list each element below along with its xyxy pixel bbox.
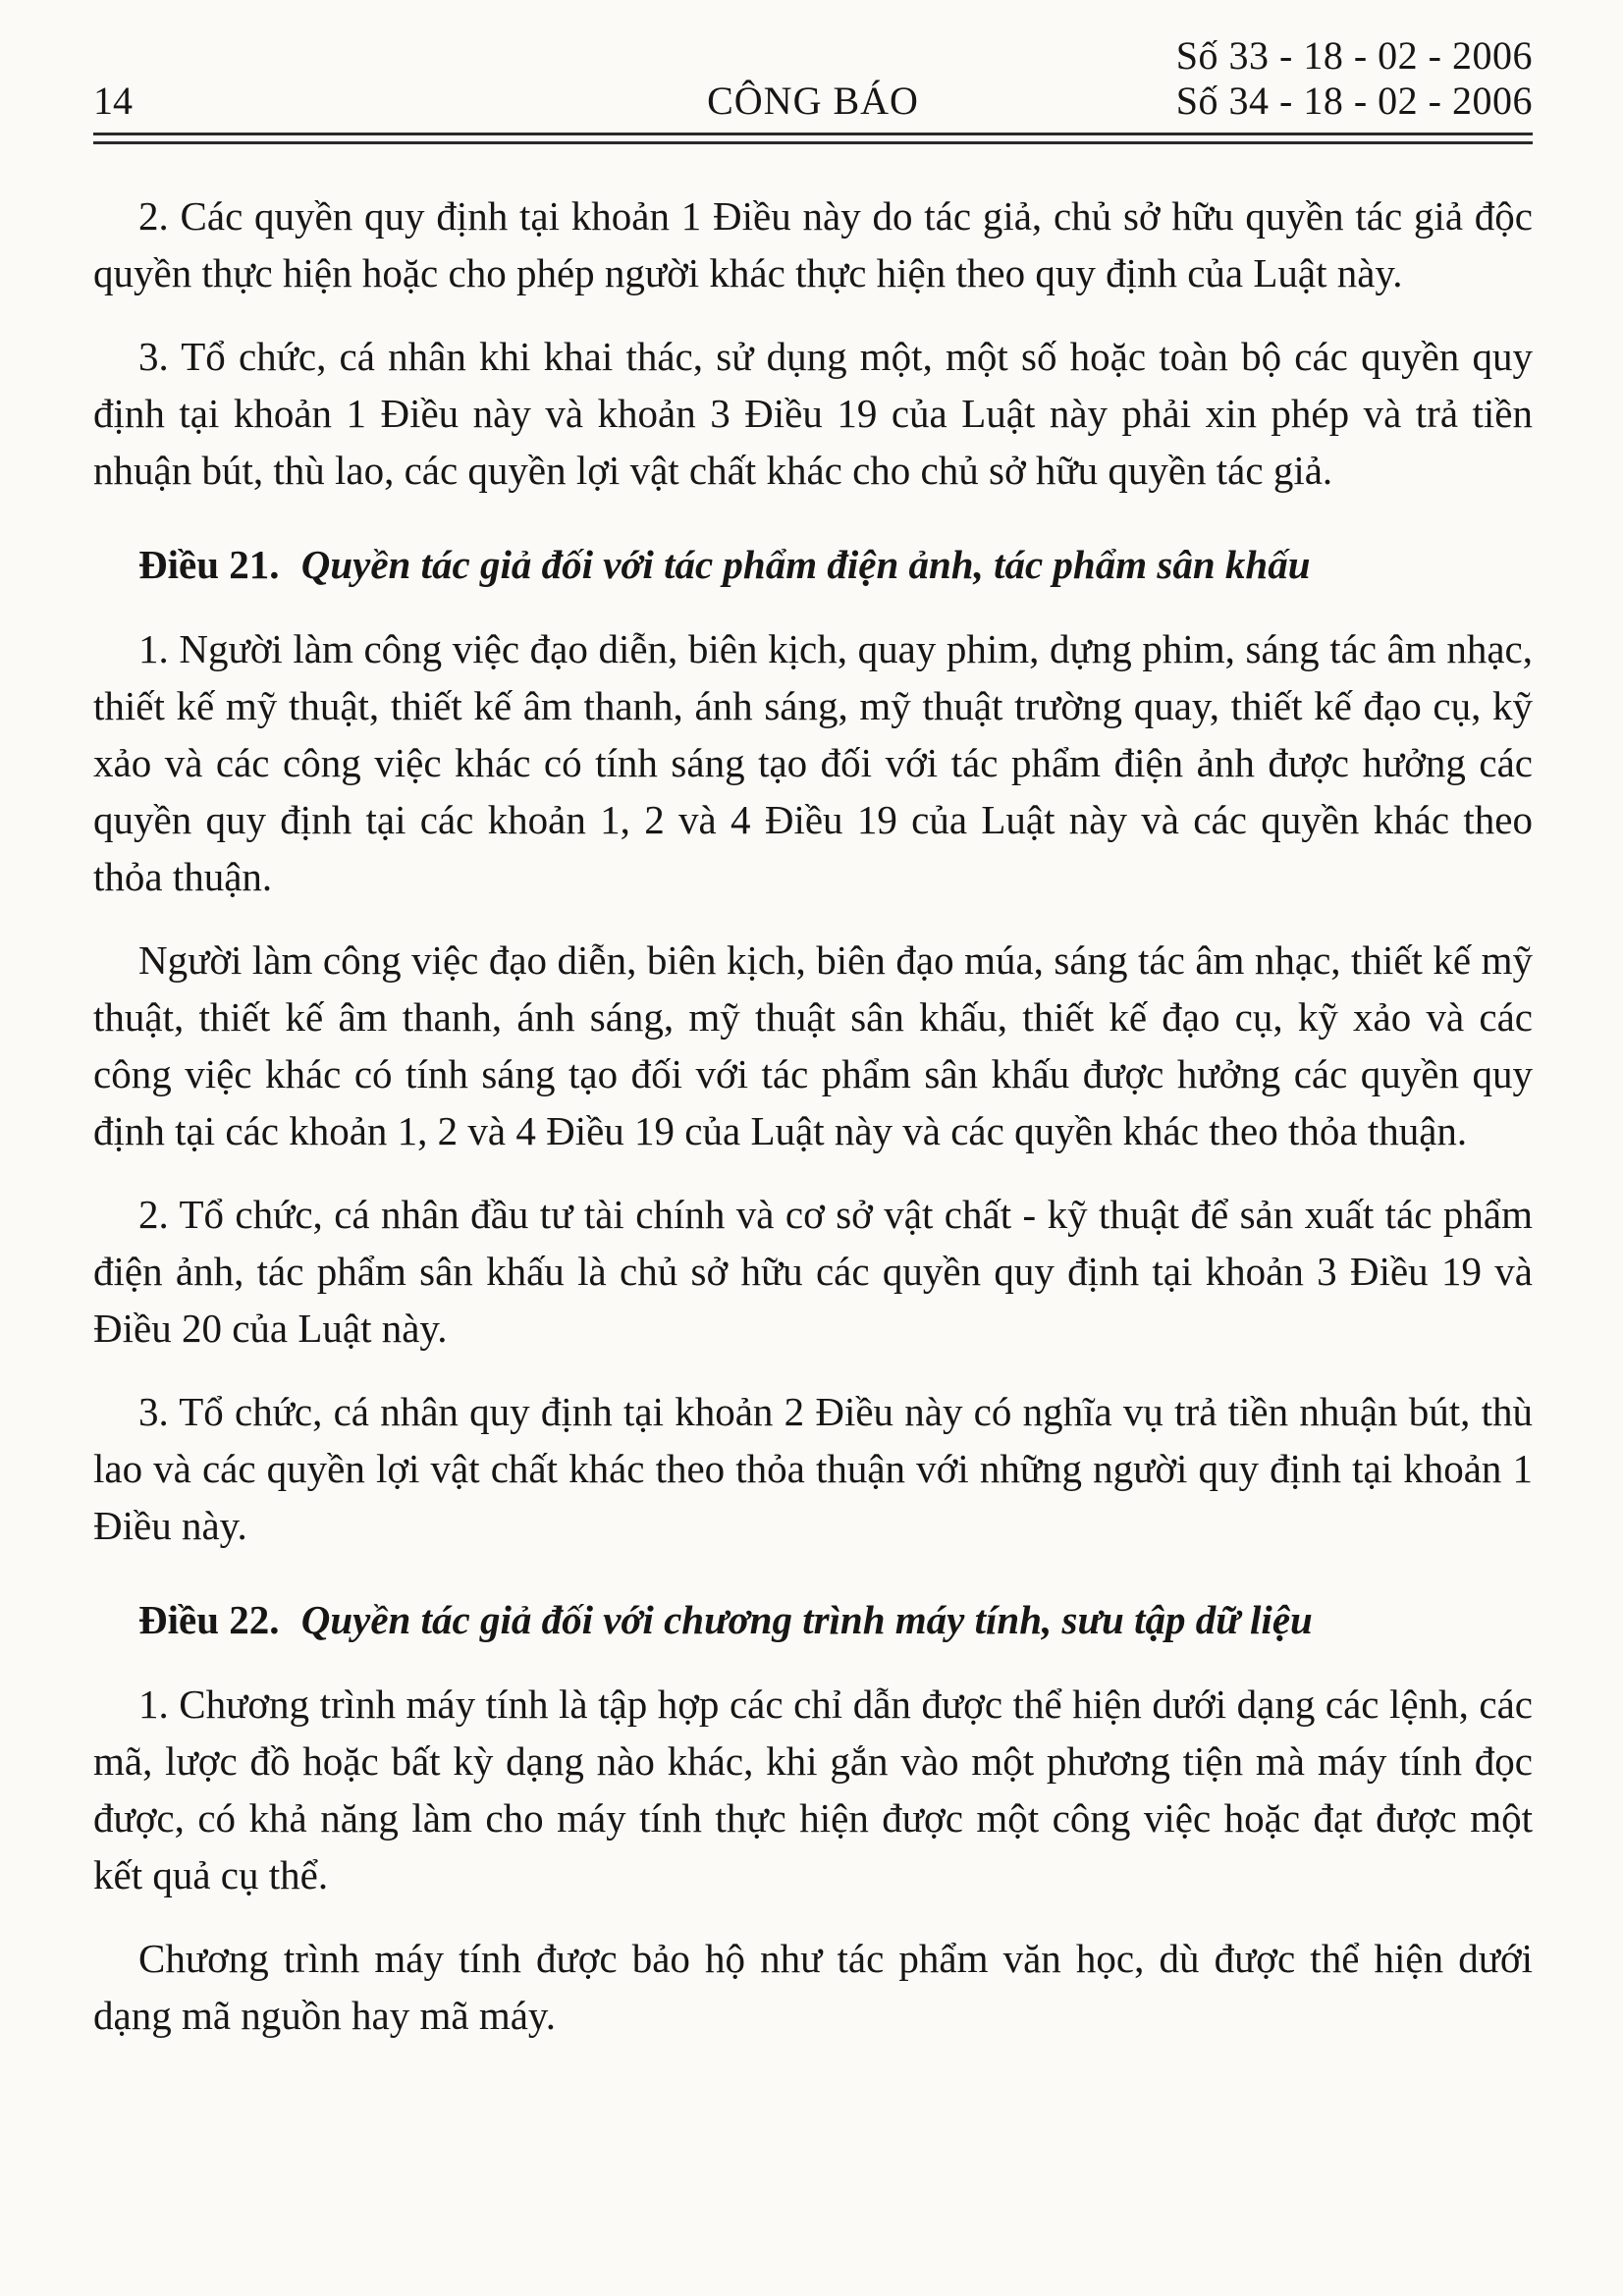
issue-number-2: Số 34 - 18 - 02 - 2006 [1175,79,1534,123]
issue-number-1: Số 33 - 18 - 02 - 2006 [1175,33,1534,78]
issue-numbers [1053,33,1533,124]
paragraph: 1. Người làm công việc đạo diễn, biên kịch, quay phim, dựng phim, sáng tác âm nhạc, thiết kế mỹ thuật, thiết kế âm thanh, ánh sáng, mỹ thuật trường quay, thiết kế đạo cụ, kỹ xảo và các công việc khác có tính sáng tạo đối với tác phẩm điện ảnh được hưởng các quyền quy định tại các khoản 1, 2 và 4 Điều 19 của Luật này và các quyền khác theo thỏa thuận. [93,626,1533,899]
page-number: 14 [93,79,133,123]
article-heading-title: Quyền tác giả đối với chương trình máy tính, sưu tập dữ liệu [300,1597,1313,1642]
gazette-title: CÔNG BÁO [707,79,919,123]
header-divider-rule [93,133,1533,144]
document-body [93,187,1533,2044]
paragraph: 2. Các quyền quy định tại khoản 1 Điều này do tác giả, chủ sở hữu quyền tác giả độc quyền thực hiện hoặc cho phép người khác thực hiện theo quy định của Luật này. [93,193,1533,295]
paragraph: 2. Tổ chức, cá nhân đầu tư tài chính và cơ sở vật chất - kỹ thuật để sản xuất tác phẩm điện ảnh, tác phẩm sân khấu là chủ sở hữu các quyền quy định tại khoản 3 Điều 19 và Điều 20 của Luật này. [93,1192,1533,1351]
paragraph: 3. Tổ chức, cá nhân quy định tại khoản 2 Điều này có nghĩa vụ trả tiền nhuận bút, thù lao và các quyền lợi vật chất khác theo thỏa thuận với những người quy định tại khoản 1 Điều này. [93,1389,1533,1548]
paragraph: Chương trình máy tính được bảo hộ như tác phẩm văn học, dù được thể hiện dưới dạng mã nguồn hay mã máy. [93,1936,1533,2038]
paragraph: 1. Chương trình máy tính là tập hợp các chỉ dẫn được thể hiện dưới dạng các lệnh, các mã, lược đồ hoặc bất kỳ dạng nào khác, khi gắn vào một phương tiện mà máy tính đọc được, có khả năng làm cho máy tính thực hiện được một công việc hoặc đạt được một kết quả cụ thể. [93,1682,1533,1897]
article-heading-title: Quyền tác giả đối với tác phẩm điện ảnh, tác phẩm sân khấu [300,542,1311,587]
paragraph: Người làm công việc đạo diễn, biên kịch, biên đạo múa, sáng tác âm nhạc, thiết kế mỹ thuật, thiết kế âm thanh, ánh sáng, mỹ thuật sân khấu, thiết kế đạo cụ, kỹ xảo và các công việc khác có tính sáng tạo đối với tác phẩm sân khấu được hưởng các quyền quy định tại các khoản 1, 2 và 4 Điều 19 của Luật này và các quyền khác theo thỏa thuận. [93,937,1533,1153]
article-heading-number: Điều 21. [138,542,280,587]
paragraph: 3. Tổ chức, cá nhân khi khai thác, sử dụng một, một số hoặc toàn bộ các quyền quy định tại khoản 1 Điều này và khoản 3 Điều 19 của Luật này phải xin phép và trả tiền nhuận bút, thù lao, các quyền lợi vật chất khác cho chủ sở hữu quyền tác giả. [93,334,1533,493]
article-heading-number: Điều 22. [138,1597,280,1642]
article-heading [93,1591,1533,1648]
article-heading [93,536,1533,593]
page-header [93,33,1533,124]
